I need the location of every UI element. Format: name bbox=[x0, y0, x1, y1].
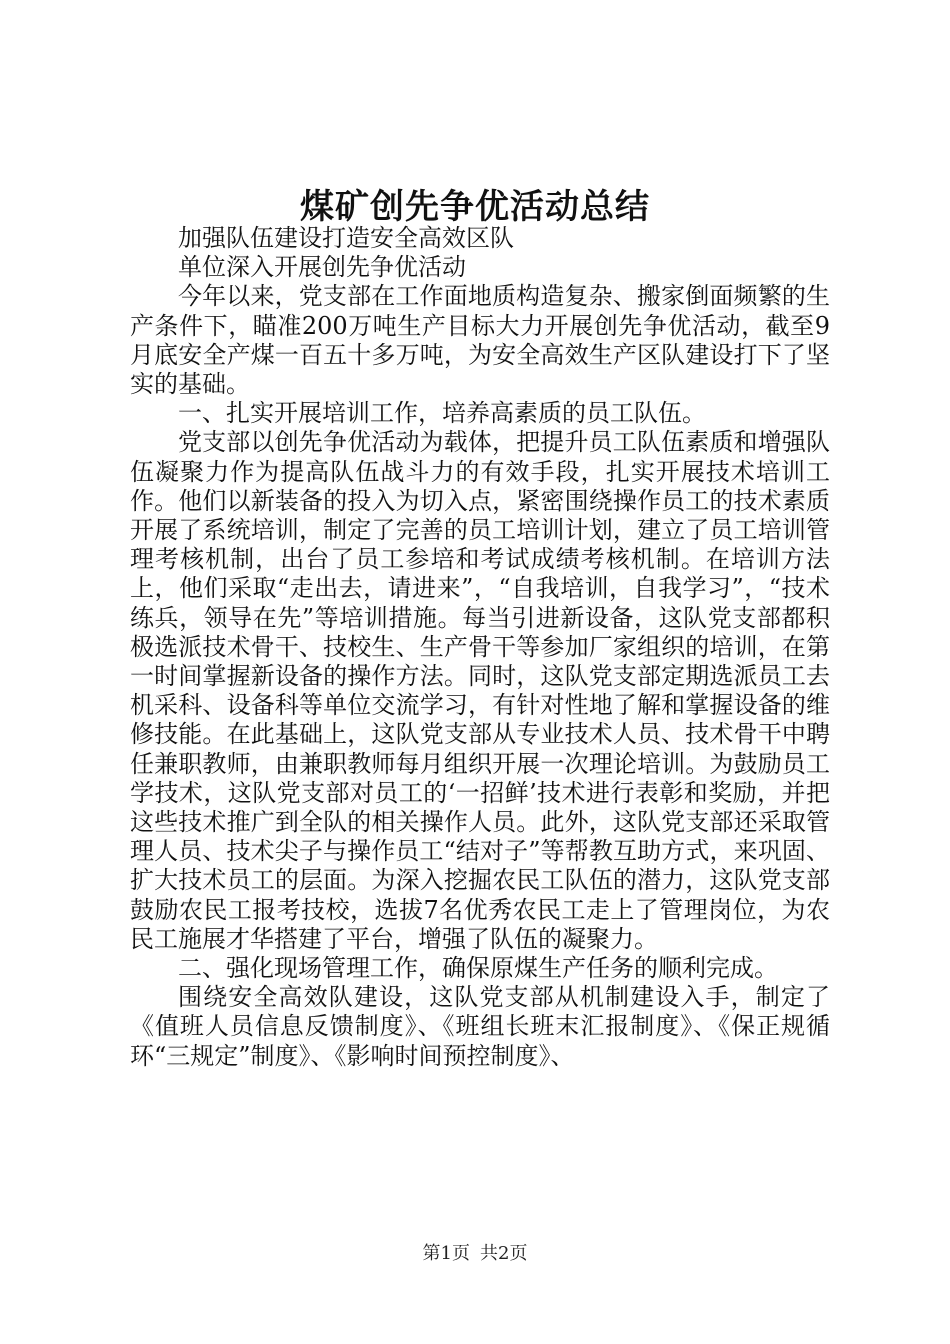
document-title: 煤矿创先争优活动总结 bbox=[300, 187, 650, 227]
section-2-paragraph: 围绕安全高效队建设，这队党支部从机制建设入手，制定了《值班人员信息反馈制度》、《班组长班末汇报制度》、《保正规循环“三规定”制度》、《影响时间预控制度》、 bbox=[130, 983, 830, 1070]
section-heading-2: 二、强化现场管理工作，确保原煤生产任务的顺利完成。 bbox=[178, 954, 778, 983]
section-1-paragraph: 党支部以创先争优活动为载体，把提升员工队伍素质和增强队伍凝聚力作为提高队伍战斗力的有效手段，扎实开展技术培训工作。他们以新装备的投入为切入点，紧密围绕操作员工的技术素质开展了系统培训，制定了完善的员工培训计划，建立了员工培训管理考核机制，出台了员工参培和考试成绩考核机制。在培训方法上，他们采取“走出去，请进来”，“自我培训，自我学习”，“技术练兵，领导在先”等培训措施。每当引进新设备，这队党支部都积极选派技术骨干、技校生、生产骨干等参加厂家组织的培训，在第一时间掌握新设备的操作方法。同时，这队党支部定期选派员工去机采科、设备科等单位交流学习，有针对性地了解和掌握设备的维修技能。在此基础上，这队党支部从专业技术人员、技术骨干中聘任兼职教师，由兼职教师每月组织开展一次理论培训。为鼓励员工学技术，这队党支部对员工的‘一招鲜’技术进行表彰和奖励，并把这些技术推广到全队的相关操作人员。此外，这队党支部还采取管理人员、技术尖子与操作员工“结对子”等帮教互助方式，来巩固、扩大技术员工的层面。为深入挖掘农民工队伍的潜力，这队党支部鼓励农民工报考技校，选拔7名优秀农民工走上了管理岗位，为农民工施展才华搭建了平台，增强了队伍的凝聚力。 bbox=[130, 428, 830, 953]
page-footer bbox=[0, 1242, 950, 1266]
subtitle-line-1: 加强队伍建设打造安全高效区队 bbox=[178, 224, 514, 252]
document-body bbox=[130, 224, 830, 1071]
page-number: 第1页 bbox=[422, 1243, 470, 1264]
section-heading-1: 一、扎实开展培训工作，培养高素质的员工队伍。 bbox=[178, 399, 706, 428]
page-total: 共2页 bbox=[480, 1243, 528, 1264]
intro-paragraph: 今年以来，党支部在工作面地质构造复杂、搬家倒面频繁的生产条件下，瞄准200万吨生产目标大力开展创先争优活动，截至9月底安全产煤一百五十多万吨，为安全高效生产区队建设打下了坚实的基础。 bbox=[130, 282, 830, 399]
subtitle-line-2: 单位深入开展创先争优活动 bbox=[178, 253, 466, 282]
